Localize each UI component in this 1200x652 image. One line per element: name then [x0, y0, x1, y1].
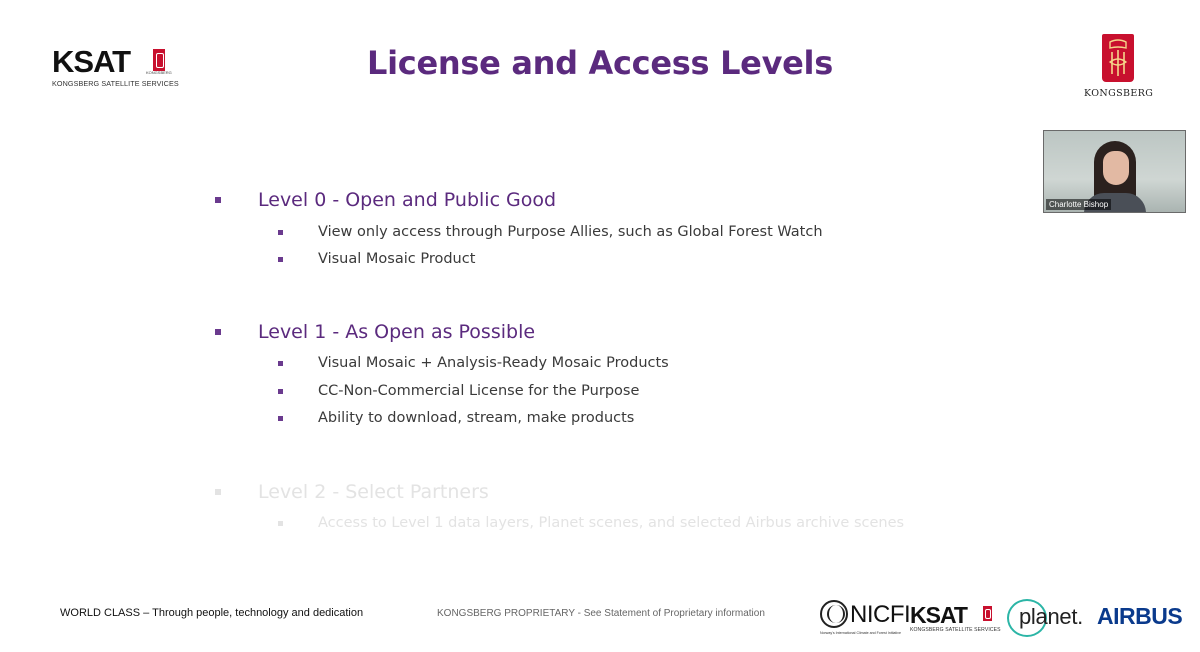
participant-video-tile[interactable] [1043, 130, 1186, 213]
kongsberg-crest-icon [1102, 34, 1134, 82]
participant-name-label: Charlotte Bishop [1046, 199, 1111, 210]
ksat-footer-subtitle: KONGSBERG SATELLITE SERVICES [910, 627, 1001, 633]
ksat-logo-word: KSAT [52, 44, 131, 79]
airbus-logo: AIRBUS [1097, 603, 1183, 629]
bullet-square-icon [278, 416, 283, 421]
globe-icon [820, 600, 848, 628]
kongsberg-flag-icon [983, 606, 992, 621]
footer-tagline: WORLD CLASS – Through people, technology and dedication [60, 607, 364, 619]
footer-proprietary-notice: KONGSBERG PROPRIETARY - See Statement of Proprietary information [437, 608, 765, 619]
bullet-square-icon [278, 257, 283, 262]
bullet-square-icon [215, 489, 221, 495]
bullet-square-icon [278, 521, 283, 526]
nicfi-wordmark: NICFI [850, 601, 911, 628]
kongsberg-logo [1084, 34, 1152, 102]
kongsberg-wordmark: KONGSBERG [1084, 88, 1154, 99]
ksat-logo-small-text: KONGSBERG [146, 70, 172, 75]
planet-logo [1007, 599, 1093, 637]
nicfi-subtitle: Norway's International Climate and Forest Initiative [820, 631, 901, 635]
bullet-square-icon [215, 329, 221, 335]
ksat-footer-word: KSAT [910, 602, 967, 628]
bullet-square-icon [215, 197, 221, 203]
nicfi-logo [818, 600, 911, 640]
planet-wordmark: planet. [1019, 604, 1083, 629]
slide-title: License and Access Levels [367, 44, 833, 82]
ksat-logo-subtitle: KONGSBERG SATELLITE SERVICES [52, 79, 179, 88]
bullet-square-icon [278, 230, 283, 235]
bullet-square-icon [278, 361, 283, 366]
ksat-footer-logo [910, 603, 1000, 635]
bullet-square-icon [278, 389, 283, 394]
